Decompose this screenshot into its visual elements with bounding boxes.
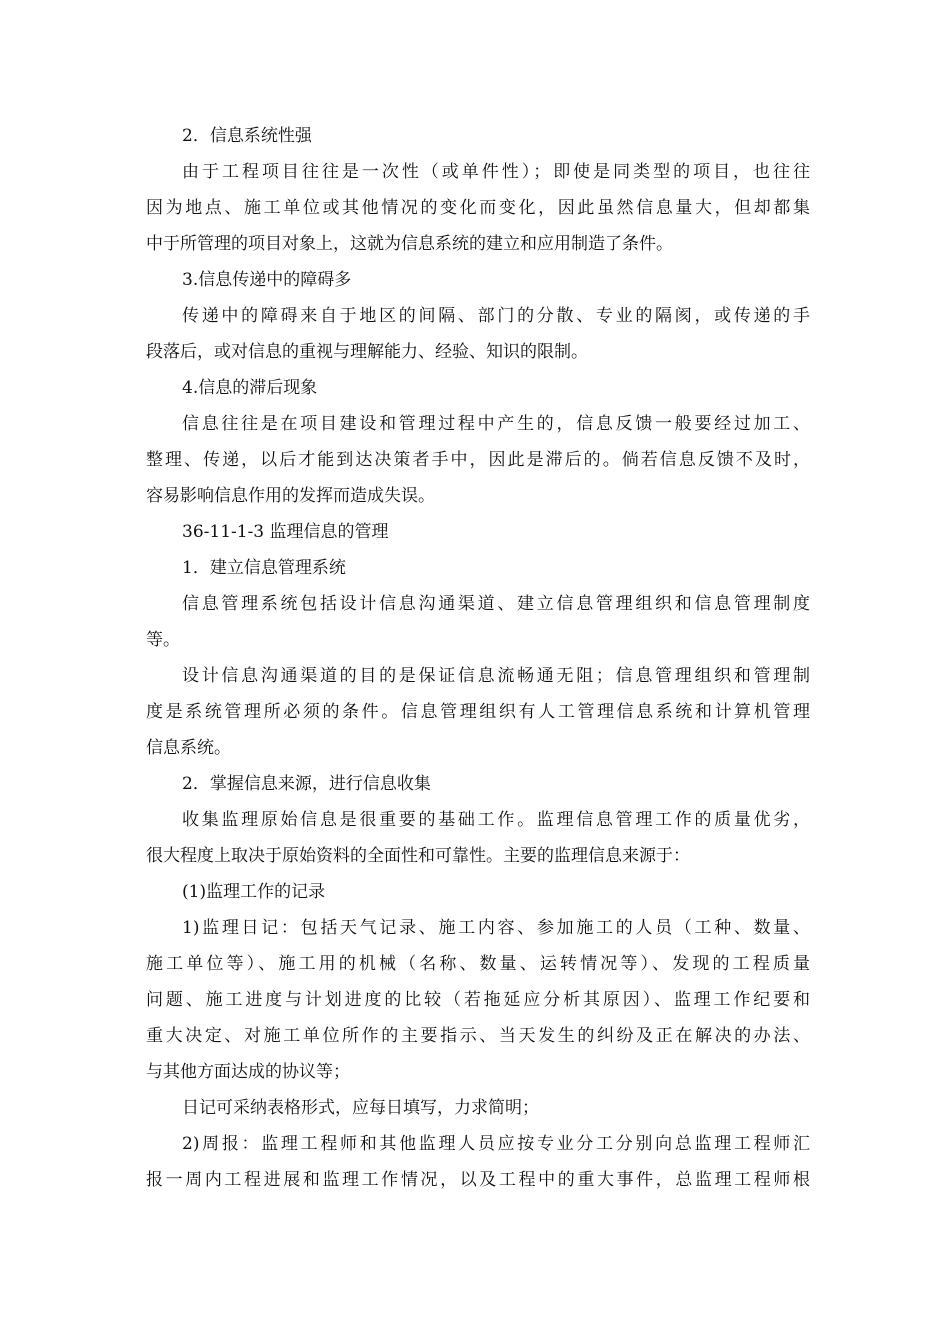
paragraph-line: 设计信息沟通渠道的目的是保证信息流畅通无阻；信息管理组织和管理制 <box>182 666 810 686</box>
paragraph-line: 整理、传递，以后才能到达决策者手中，因此是滞后的。倘若信息反馈不及时， <box>146 450 810 470</box>
paragraph-line: 段落后，或对信息的重视与理解能力、经验、知识的限制。 <box>146 342 588 362</box>
paragraph-line: 重大决定、对施工单位所作的主要指示、当天发生的纠纷及正在解决的办法、 <box>146 1026 810 1046</box>
paragraph-line: 信息系统。 <box>146 738 231 758</box>
paragraph-line: 收集监理原始信息是很重要的基础工作。监理信息管理工作的质量优劣， <box>182 810 810 830</box>
heading-3: 3.信息传递中的障碍多 <box>182 270 352 290</box>
heading-2: 2．信息系统性强 <box>182 126 312 146</box>
paragraph-line: 与其他方面达成的协议等； <box>146 1062 350 1082</box>
heading-4: 4.信息的滞后现象 <box>182 378 318 398</box>
paragraph-line: 报一周内工程进展和监理工作情况，以及工程中的重大事件，总监理工程师根 <box>146 1170 810 1190</box>
paragraph-line: 信息管理系统包括设计信息沟通渠道、建立信息管理组织和信息管理制度 <box>182 594 810 614</box>
paragraph-line: 信息往往是在项目建设和管理过程中产生的，信息反馈一般要经过加工、 <box>182 414 810 434</box>
paragraph-line: 等。 <box>146 630 180 650</box>
paragraph-line: 传递中的障碍来自于地区的间隔、部门的分散、专业的隔阂，或传递的手 <box>182 306 810 326</box>
paragraph-line: 1)监理日记：包括天气记录、施工内容、参加施工的人员（工种、数量、 <box>182 918 810 938</box>
subheading: (1)监理工作的记录 <box>182 882 326 902</box>
paragraph-line: 因为地点、施工单位或其他情况的变化而变化，因此虽然信息量大，但却都集 <box>146 198 810 218</box>
section-heading: 36-11-1-3 监理信息的管理 <box>182 522 389 542</box>
heading-2b: 2．掌握信息来源，进行信息收集 <box>182 774 431 794</box>
heading-1: 1．建立信息管理系统 <box>182 558 346 578</box>
paragraph-line: 施工单位等）、施工用的机械（名称、数量、运转情况等）、发现的工程质量 <box>146 954 810 974</box>
paragraph-line: 容易影响信息作用的发挥而造成失误。 <box>146 486 435 506</box>
paragraph-line: 由于工程项目往往是一次性（或单件性）；即使是同类型的项目，也往往 <box>182 162 810 182</box>
paragraph-line: 日记可采纳表格形式，应每日填写，力求简明； <box>182 1098 539 1118</box>
paragraph-line: 问题、施工进度与计划进度的比较（若拖延应分析其原因）、监理工作纪要和 <box>146 990 810 1010</box>
paragraph-line: 中于所管理的项目对象上，这就为信息系统的建立和应用制造了条件。 <box>146 234 673 254</box>
paragraph-line: 2)周报：监理工程师和其他监理人员应按专业分工分别向总监理工程师汇 <box>182 1134 810 1154</box>
paragraph-line: 度是系统管理所必须的条件。信息管理组织有人工管理信息系统和计算机管理 <box>146 702 810 722</box>
paragraph-line: 很大程度上取决于原始资料的全面性和可靠性。主要的监理信息来源于： <box>146 846 690 866</box>
